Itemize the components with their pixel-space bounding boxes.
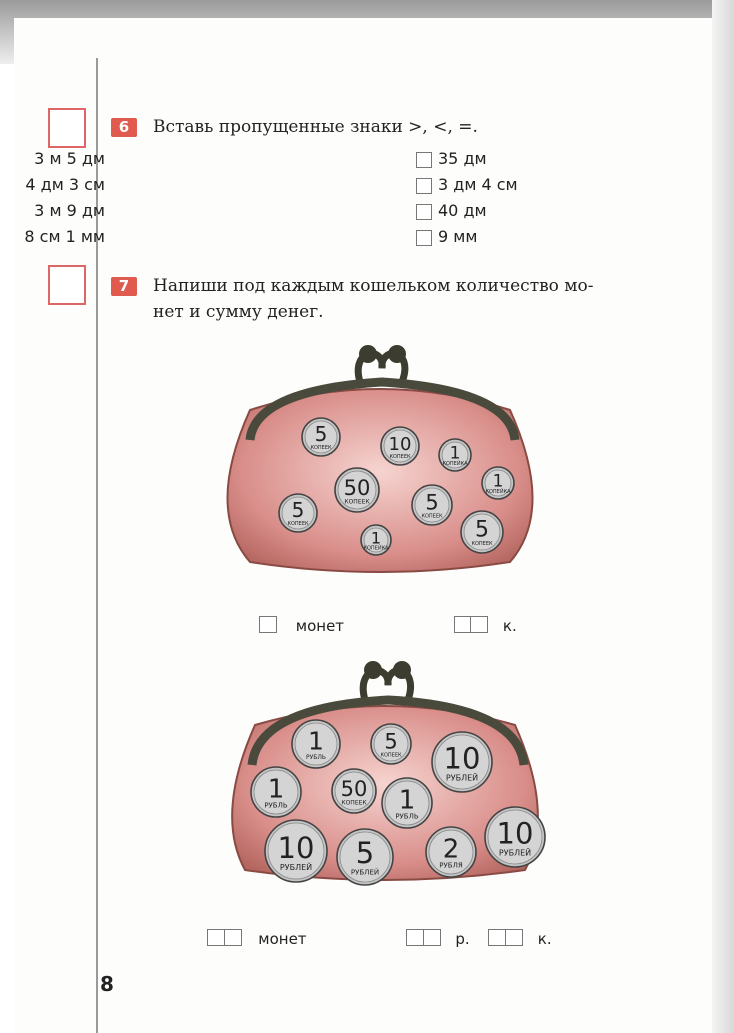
left-quantity: 3 м 9 дм (34, 201, 105, 220)
coin-unit: КОПЕЕК (344, 498, 370, 506)
coin-value: 1 (370, 528, 382, 548)
right-quantity: 9 мм (438, 227, 478, 246)
exercise7-prompt-line2: нет и сумму денег. (153, 302, 324, 322)
kop-digit-cell[interactable] (488, 929, 506, 946)
coin-value: 5 (291, 498, 305, 523)
coin (482, 467, 514, 499)
coin (382, 778, 432, 828)
coin-value: 1 (267, 774, 285, 805)
coin-value: 50 (343, 475, 371, 500)
coin-value: 5 (425, 490, 439, 515)
coin-value: 5 (475, 517, 489, 543)
coin (371, 724, 411, 764)
coin-value: 1 (308, 726, 324, 756)
right-quantity: 35 дм (438, 149, 487, 168)
coin-unit: РУБЛЬ (395, 812, 419, 821)
purse-2-answer (207, 929, 552, 948)
coins-label: монет (295, 617, 345, 635)
exercise-number-badge: 6 (111, 118, 137, 137)
purse-clasp (358, 345, 406, 382)
coin-unit: РУБЛЕЙ (445, 773, 479, 783)
rub-label: р. (455, 930, 470, 948)
coin-unit: КОПЕЙКА (485, 488, 511, 495)
coin-value: 50 (340, 776, 368, 801)
purse-1-answer (259, 616, 517, 635)
coins-label: монет (258, 930, 307, 948)
coin-unit: КОПЕЙКА (363, 545, 389, 552)
coin-unit: КОПЕЕК (287, 520, 309, 527)
coin (412, 485, 452, 525)
purse-2-illustration (210, 655, 550, 900)
coin-value: 10 (388, 434, 412, 456)
sum-digit-cell[interactable] (470, 616, 488, 633)
coin (337, 829, 393, 885)
coin-count-cell[interactable] (207, 929, 225, 946)
coin (279, 494, 317, 532)
left-quantity: 3 м 5 дм (34, 149, 105, 168)
answer-box-ex6[interactable] (48, 108, 86, 148)
coin-value: 5 (314, 422, 328, 447)
coin-unit: КОПЕЕК (421, 513, 443, 520)
coin (332, 769, 376, 813)
comparison-sign-box[interactable] (416, 152, 432, 168)
scan-shadow-right (712, 0, 734, 1033)
rub-digit-cell[interactable] (423, 929, 441, 946)
coin-value: 10 (443, 741, 481, 776)
coin (381, 427, 419, 465)
coin-unit: КОПЕЕК (380, 752, 402, 759)
page-number: 8 (100, 972, 114, 996)
kop-label: к. (537, 930, 552, 948)
coin-unit: РУБЛЯ (439, 861, 463, 870)
coin-value: 1 (449, 443, 461, 464)
left-quantity: 8 см 1 мм (24, 227, 105, 246)
coin-unit: РУБЛЬ (305, 753, 327, 761)
coin-count-cell[interactable] (224, 929, 242, 946)
coin-count-cell[interactable] (259, 616, 277, 633)
coin-unit: КОПЕЕК (389, 453, 411, 460)
coin (439, 439, 471, 471)
coin-unit: КОПЕЕК (310, 444, 332, 451)
coin (426, 827, 476, 877)
comparison-sign-box[interactable] (416, 230, 432, 246)
coin-value: 5 (355, 836, 375, 871)
coin (461, 511, 503, 553)
coin-value: 10 (496, 816, 534, 851)
coin (251, 767, 301, 817)
exercise-number-badge: 7 (111, 277, 137, 296)
coin (432, 732, 492, 792)
kop-label: к. (502, 617, 517, 635)
coin-unit: РУБЛЬ (264, 801, 288, 810)
sum-digit-cell[interactable] (454, 616, 472, 633)
coin-value: 10 (277, 830, 315, 865)
coin (292, 720, 340, 768)
coin-unit: РУБЛЕЙ (279, 863, 313, 873)
comparison-sign-box[interactable] (416, 204, 432, 220)
coin-value: 2 (442, 834, 460, 865)
coin-unit: КОПЕЕК (471, 541, 493, 548)
coin (265, 820, 327, 882)
coin-value: 5 (384, 729, 398, 754)
coin (361, 525, 391, 555)
coin-unit: РУБЛЕЙ (350, 868, 380, 877)
comparison-sign-box[interactable] (416, 178, 432, 194)
coin-value: 1 (492, 471, 504, 492)
rub-digit-cell[interactable] (406, 929, 424, 946)
left-quantity: 4 дм 3 см (25, 175, 105, 194)
coin (302, 418, 340, 456)
coin (335, 468, 379, 512)
exercise7-prompt-line1: Напиши под каждым кошельком количество мо- (153, 276, 594, 296)
purse-clasp (363, 661, 411, 700)
coin-unit: РУБЛЕЙ (498, 848, 532, 858)
exercise6-prompt: Вставь пропущенные знаки >, <, =. (153, 117, 478, 137)
coin-unit: КОПЕЕК (341, 799, 367, 807)
coin-value: 1 (398, 785, 416, 816)
right-quantity: 3 дм 4 см (438, 175, 518, 194)
coin (485, 807, 545, 867)
kop-digit-cell[interactable] (505, 929, 523, 946)
right-quantity: 40 дм (438, 201, 487, 220)
answer-box-ex7[interactable] (48, 265, 86, 305)
purse-1-illustration (210, 340, 540, 590)
coin-unit: КОПЕЙКА (442, 460, 468, 467)
